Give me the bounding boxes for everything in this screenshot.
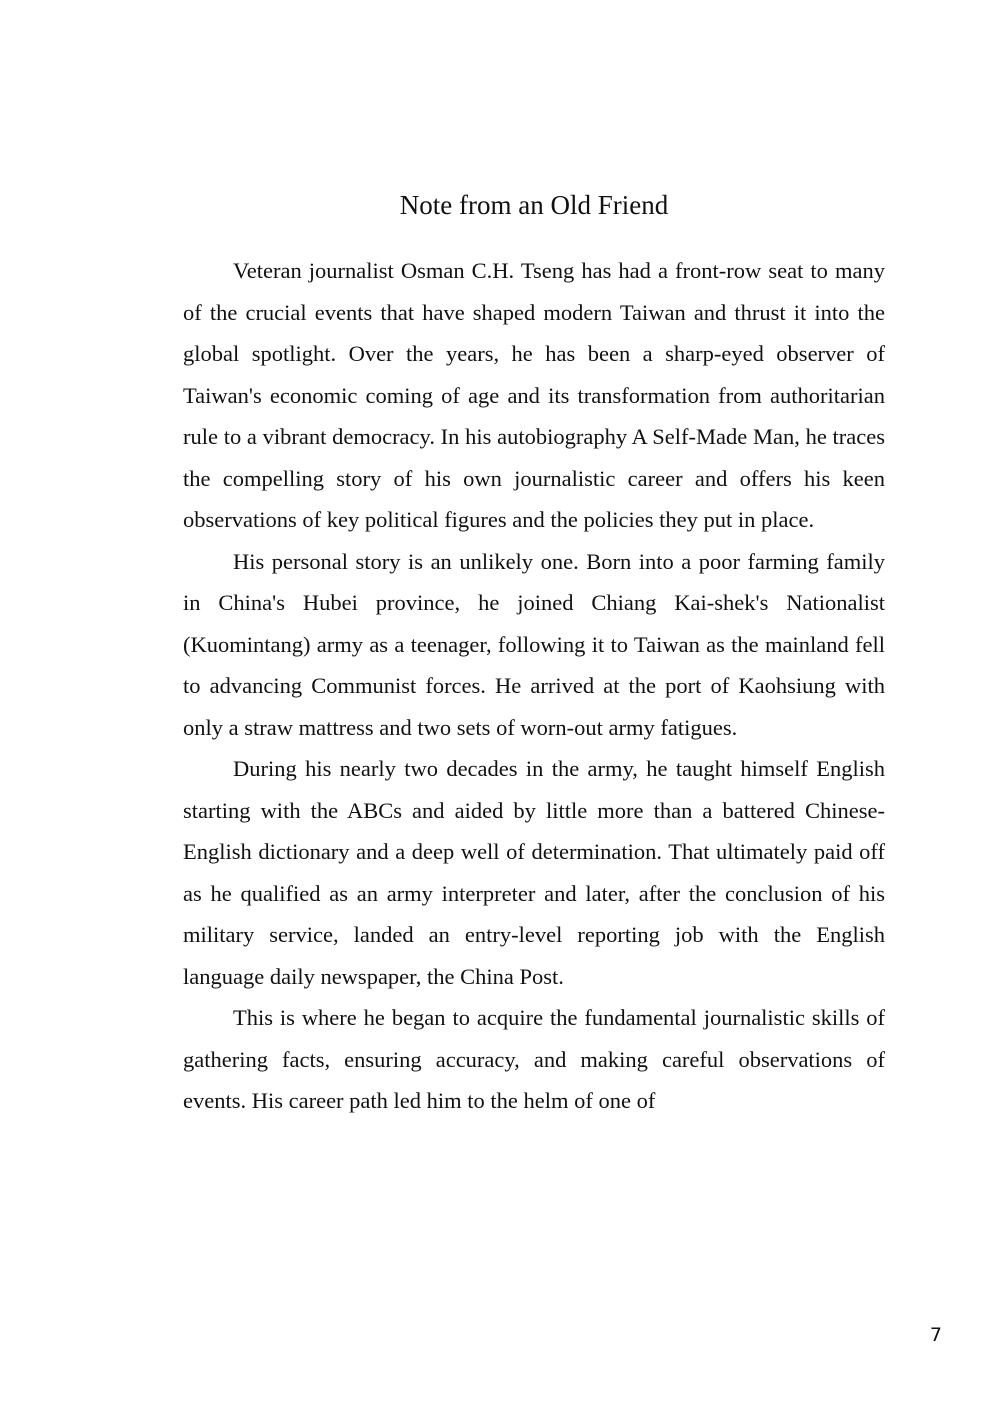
page-title: Note from an Old Friend bbox=[399, 190, 669, 220]
paragraph: Veteran journalist Osman C.H. Tseng has had a front-row seat to many of the crucial events that have shaped modern Taiwan and thrust it into the global spotlight. Over the years, he has been a sharp-eyed observer of Taiwan's economic coming of age and its transformation from authoritarian rule to a vibrant democracy. In his autobiography A Self-Made Man, he traces the compelling story of his own journalistic career and offers his keen observations of key political figures and the policies they put in place. bbox=[183, 258, 885, 532]
paragraph: This is where he began to acquire the fundamental journalistic skills of gathering facts, ensuring accuracy, and making careful observations of events. His career path led him to the helm of one of bbox=[183, 1005, 885, 1113]
body-text bbox=[183, 250, 885, 1122]
paragraph: During his nearly two decades in the army, he taught himself English starting with the ABCs and aided by little more than a battered Chinese-English dictionary and a deep well of determination. That ultimately paid off as he qualified as an army interpreter and later, after the conclusion of his military service, landed an entry-level reporting job with the English language daily newspaper, the China Post. bbox=[183, 756, 885, 989]
page-number: 7 bbox=[929, 1324, 942, 1346]
paragraph: His personal story is an unlikely one. Born into a poor farming family in China's Hubei province, he joined Chiang Kai-shek's Nationalist (Kuomintang) army as a teenager, following it to Taiwan as the mainland fell to advancing Communist forces. He arrived at the port of Kaohsiung with only a straw mattress and two sets of worn-out army fatigues. bbox=[183, 548, 885, 740]
